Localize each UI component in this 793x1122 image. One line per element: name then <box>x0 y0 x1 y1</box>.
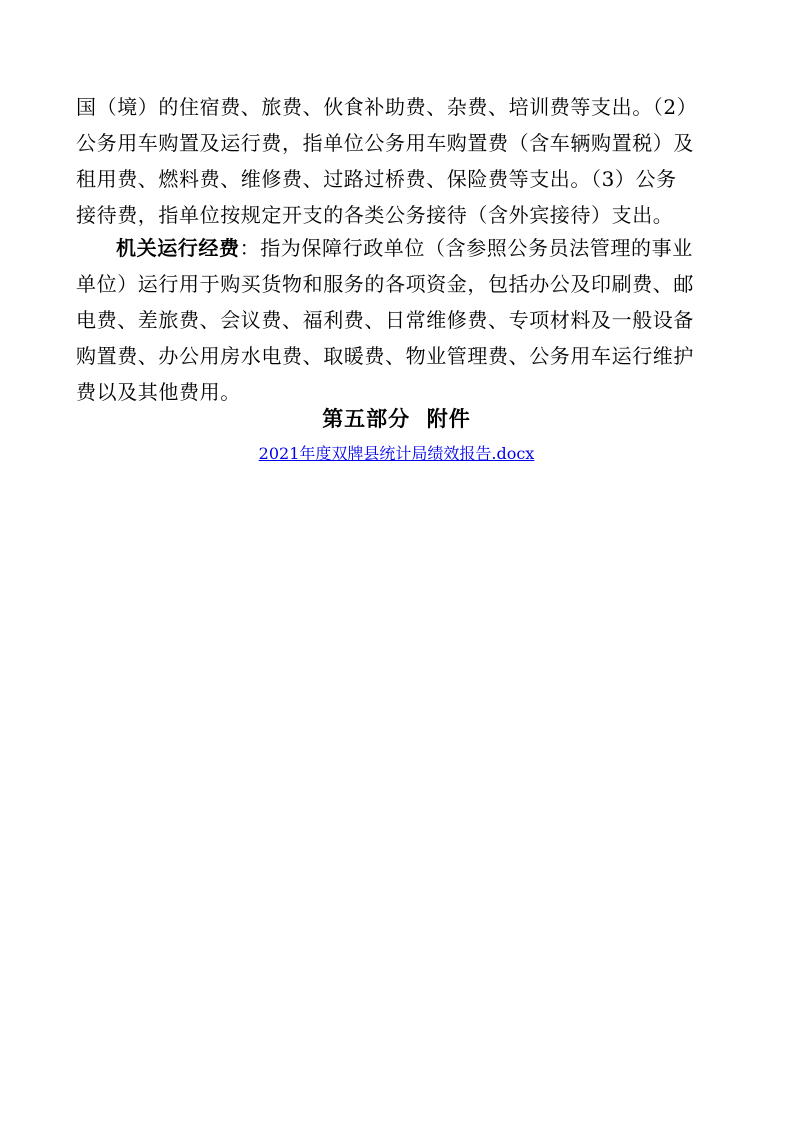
definition-paragraph-first-line <box>116 234 726 262</box>
definition-text-line: 电费、差旅费、会议费、福利费、日常维修费、专项材料及一般设备 <box>76 308 694 332</box>
attachment-link[interactable]: 2021年度双牌县统计局绩效报告.docx <box>258 444 535 463</box>
definition-text-line: 单位）运行用于购买货物和服务的各项资金，包括办公及印刷费、邮 <box>76 272 694 296</box>
body-text-line: 接待费，指单位按规定开支的各类公务接待（含外宾接待）支出。 <box>76 203 674 227</box>
body-text-line: 租用费、燃料费、维修费、过路过桥费、保险费等支出。（3）公务 <box>76 167 677 191</box>
definition-text-line: 购置费、办公用房水电费、取暖费、物业管理费、公务用车运行维护 <box>76 344 694 368</box>
section-heading: 第五部分 附件 <box>322 407 471 431</box>
attachment-link-container <box>0 442 793 466</box>
definition-term: 机关运行经费 <box>116 236 240 260</box>
body-text-line: 国（境）的住宿费、旅费、伙食补助费、杂费、培训费等支出。（2） <box>76 95 698 119</box>
definition-text-line: 费以及其他费用。 <box>76 380 241 404</box>
definition-text: ：指为保障行政单位（含参照公务员法管理的事业 <box>239 236 693 260</box>
body-text-line: 公务用车购置及运行费，指单位公务用车购置费（含车辆购置税）及 <box>76 131 694 155</box>
